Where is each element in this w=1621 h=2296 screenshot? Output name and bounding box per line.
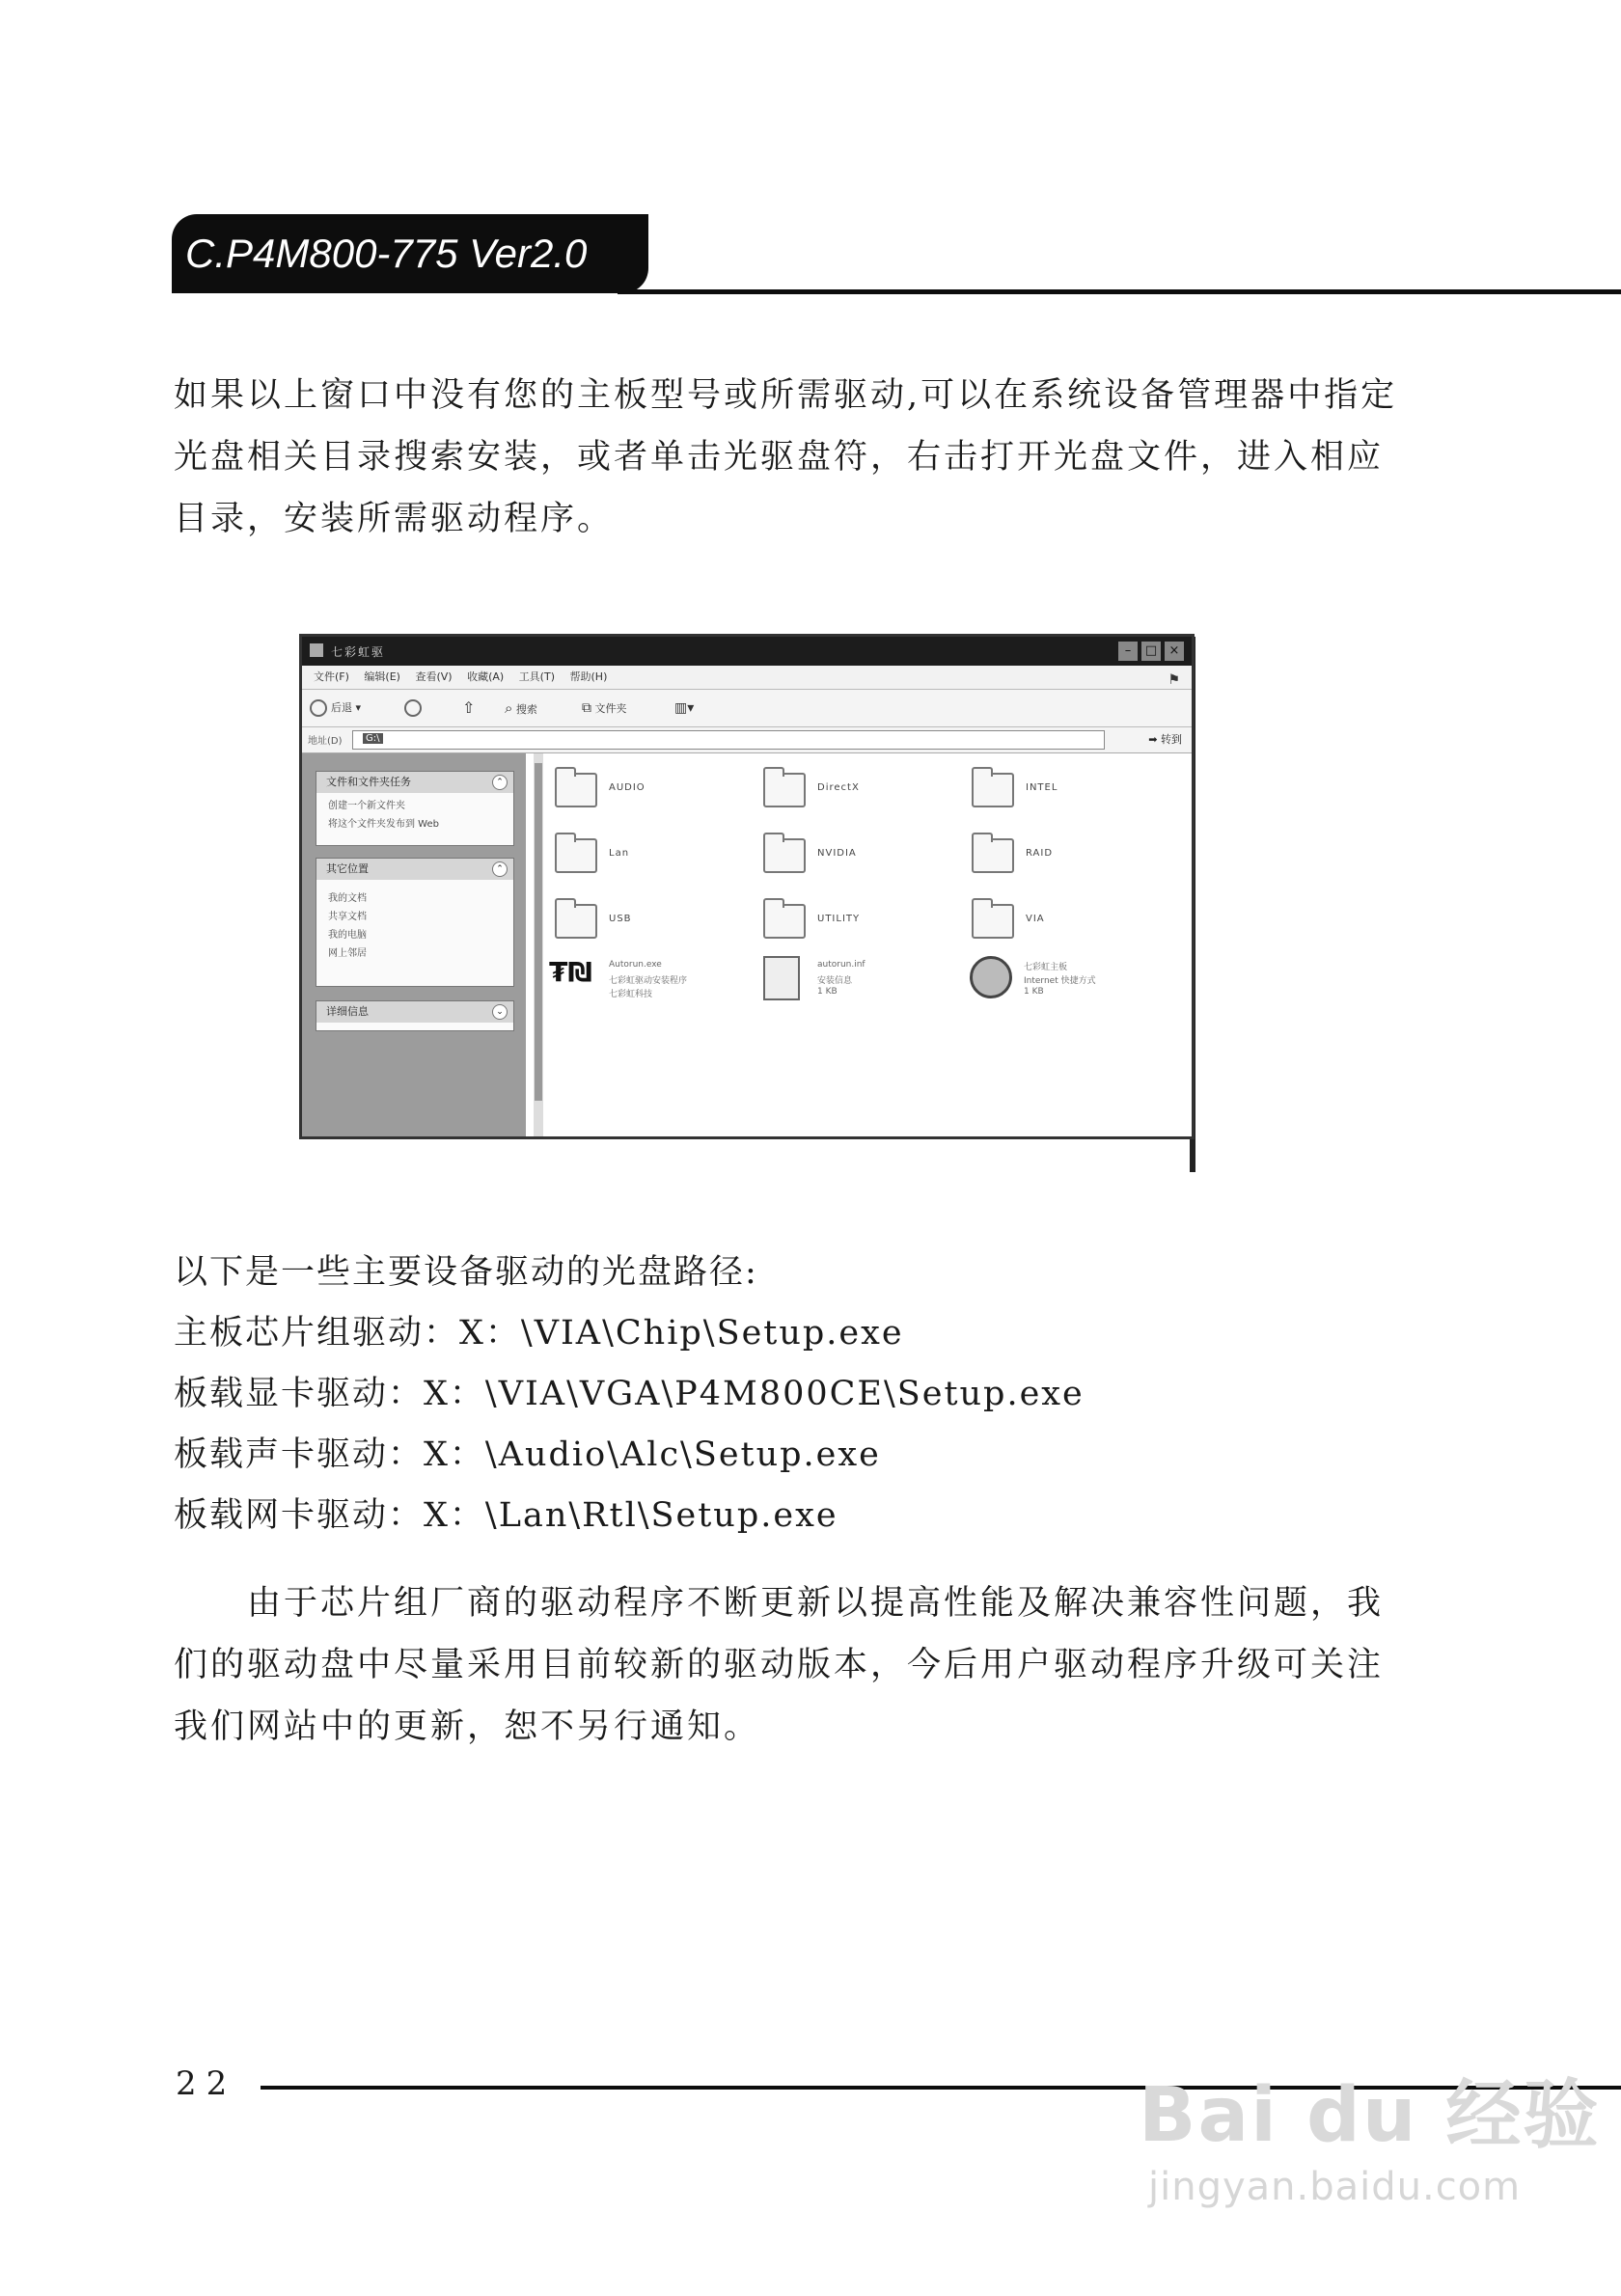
details-panel [316, 1000, 514, 1031]
folder-item[interactable] [972, 767, 1165, 815]
folders-button[interactable] [582, 698, 627, 718]
file-name: 七彩虹主板 [1024, 963, 1068, 972]
expand-icon[interactable]: ⌄ [492, 1004, 508, 1020]
paths-intro: 以下是一些主要设备驱动的光盘路径: [174, 1253, 758, 1292]
forward-arrow-icon [404, 699, 422, 717]
folder-name: VIA [1026, 914, 1045, 924]
maximize-icon[interactable]: □ [1141, 642, 1161, 661]
folder-name: USB [609, 914, 632, 924]
my-documents-link[interactable]: 我的文档 [328, 893, 367, 904]
folder-icon [555, 773, 597, 807]
scrollbar-thumb[interactable] [535, 763, 542, 1101]
views-icon: ▥ [674, 700, 688, 716]
details-header[interactable] [316, 1001, 513, 1023]
file-desc: 七彩虹驱动安装程序 [609, 976, 688, 986]
menu-view[interactable]: 查看(V) [415, 670, 453, 683]
folder-item[interactable] [555, 898, 748, 946]
menu-edit[interactable]: 编辑(E) [364, 670, 400, 683]
internet-shortcut-icon [970, 956, 1012, 998]
menu-tools[interactable]: 工具(T) [518, 670, 555, 683]
details-title: 详细信息 [326, 1005, 369, 1018]
title-bar [302, 637, 1192, 666]
folder-icon [972, 904, 1014, 939]
folder-icon [763, 838, 806, 873]
folder-name: DirectX [817, 782, 860, 793]
publish-web-link[interactable]: 将这个文件夹发布到 Web [328, 819, 439, 830]
folder-name: INTEL [1026, 782, 1058, 793]
file-item[interactable] [759, 956, 952, 1014]
forward-button[interactable] [404, 698, 426, 718]
back-arrow-icon [310, 699, 327, 717]
folder-item[interactable] [555, 833, 748, 881]
menu-file[interactable]: 文件(F) [314, 670, 349, 683]
back-button[interactable]: 后退 ▾ [310, 698, 361, 718]
file-tasks-panel [316, 771, 514, 846]
menu-bar [302, 666, 1192, 690]
folder-icon [972, 838, 1014, 873]
menu-favorites[interactable]: 收藏(A) [467, 670, 505, 683]
folder-item[interactable] [763, 833, 956, 881]
task-pane-scrollbar[interactable] [534, 753, 543, 1136]
baidu-watermark-url: jingyan.baidu.com [1148, 2165, 1522, 2209]
back-label: 后退 [331, 701, 352, 714]
menu-help[interactable]: 帮助(H) [569, 670, 608, 683]
file-tasks-header[interactable] [316, 772, 513, 793]
window-icon [310, 643, 323, 657]
model-header-tab: C.P4M800-775 Ver2.0 [172, 214, 648, 293]
address-input[interactable] [352, 730, 1105, 750]
driver-paths [174, 1243, 1085, 1546]
file-meta: 1 KB [1024, 987, 1044, 997]
new-folder-link[interactable]: 创建一个新文件夹 [328, 801, 405, 811]
other-places-title: 其它位置 [326, 862, 369, 875]
go-label: 转到 [1161, 733, 1182, 746]
collapse-icon[interactable]: ⌃ [492, 861, 508, 877]
minimize-icon[interactable]: – [1118, 642, 1138, 661]
file-desc: 安装信息 [817, 976, 853, 986]
folder-icon [763, 904, 806, 939]
collapse-icon[interactable]: ⌃ [492, 775, 508, 790]
search-button[interactable] [505, 698, 537, 718]
file-item[interactable] [968, 956, 1161, 1014]
up-folder-button[interactable] [462, 698, 475, 718]
folder-name: NVIDIA [817, 848, 857, 859]
file-name: autorun.inf [817, 960, 865, 970]
address-bar [302, 727, 1192, 753]
folder-icon [555, 904, 597, 939]
chipset-driver-path: 主板芯片组驱动：X：\VIA\Chip\Setup.exe [174, 1314, 904, 1353]
explorer-screenshot [299, 634, 1195, 1139]
folder-name: Lan [609, 848, 630, 859]
search-label: 搜索 [515, 703, 537, 716]
folder-icon [763, 773, 806, 807]
folders-label: 文件夹 [594, 702, 627, 715]
inf-file-icon [763, 956, 800, 1000]
lan-driver-path: 板载网卡驱动：X：\Lan\Rtl\Setup.exe [174, 1496, 838, 1535]
folder-item[interactable] [555, 767, 748, 815]
other-places-panel [316, 858, 514, 987]
go-button[interactable] [1148, 731, 1182, 747]
shared-documents-link[interactable]: 共享文档 [328, 912, 367, 922]
folder-icon [555, 838, 597, 873]
folder-name: RAID [1026, 848, 1054, 859]
task-pane [302, 753, 526, 1136]
autorun-exe-icon: ₮₪ [549, 956, 592, 988]
go-arrow-icon: ➡ [1148, 733, 1158, 746]
network-places-link[interactable]: 网上邻居 [328, 948, 367, 959]
audio-driver-path: 板载声卡驱动：X：\Audio\Alc\Setup.exe [174, 1435, 881, 1474]
address-label: 地址(D) [308, 736, 343, 747]
my-computer-link[interactable]: 我的电脑 [328, 930, 367, 941]
up-arrow-icon: ⇧ [462, 698, 476, 717]
file-meta: 1 KB [817, 987, 838, 997]
file-list [545, 753, 1192, 1136]
vga-driver-path: 板载显卡驱动：X：\VIA\VGA\P4M800CE\Setup.exe [174, 1375, 1085, 1413]
other-places-header[interactable] [316, 859, 513, 880]
folder-item[interactable] [972, 898, 1165, 946]
folder-name: UTILITY [817, 914, 861, 924]
folder-icon [972, 773, 1014, 807]
folder-item[interactable] [763, 767, 956, 815]
search-icon: ⌕ [505, 699, 513, 717]
folder-item[interactable] [972, 833, 1165, 881]
file-desc: Internet 快捷方式 [1024, 976, 1096, 986]
page-number: 22 [176, 2064, 237, 2103]
header-rule [618, 289, 1621, 294]
folder-name: AUDIO [609, 782, 646, 793]
update-note-paragraph: 由于芯片组厂商的驱动程序不断更新以提高性能及解决兼容性问题，我们的驱动盘中尽量采用目前较新的驱动版本，今后用户驱动程序升级可关注我们网站中的更新，恕不另行通知。 [174, 1584, 1385, 1746]
baidu-watermark-logo: Bai du 经验 [1139, 2072, 1601, 2159]
file-item[interactable] [549, 956, 742, 1014]
windows-flag-icon: ⚑ [1168, 672, 1180, 688]
intro-paragraph: 如果以上窗口中没有您的主板型号或所需驱动,可以在系统设备管理器中指定光盘相关目录搜索安装，或者单击光驱盘符，右击打开光盘文件，进入相应目录，安装所需驱动程序。 [174, 376, 1398, 538]
window-title: 七彩虹驱 [331, 645, 386, 659]
folder-item[interactable] [763, 898, 956, 946]
toolbar [302, 690, 1192, 727]
file-meta: 七彩虹科技 [609, 990, 653, 999]
folders-icon: ⧉ [582, 700, 591, 716]
close-icon[interactable]: × [1165, 642, 1184, 661]
address-value: G:\ [363, 733, 383, 744]
file-tasks-title: 文件和文件夹任务 [326, 776, 411, 788]
views-button[interactable]: ▥▾ [674, 700, 695, 716]
file-name: Autorun.exe [609, 960, 662, 970]
